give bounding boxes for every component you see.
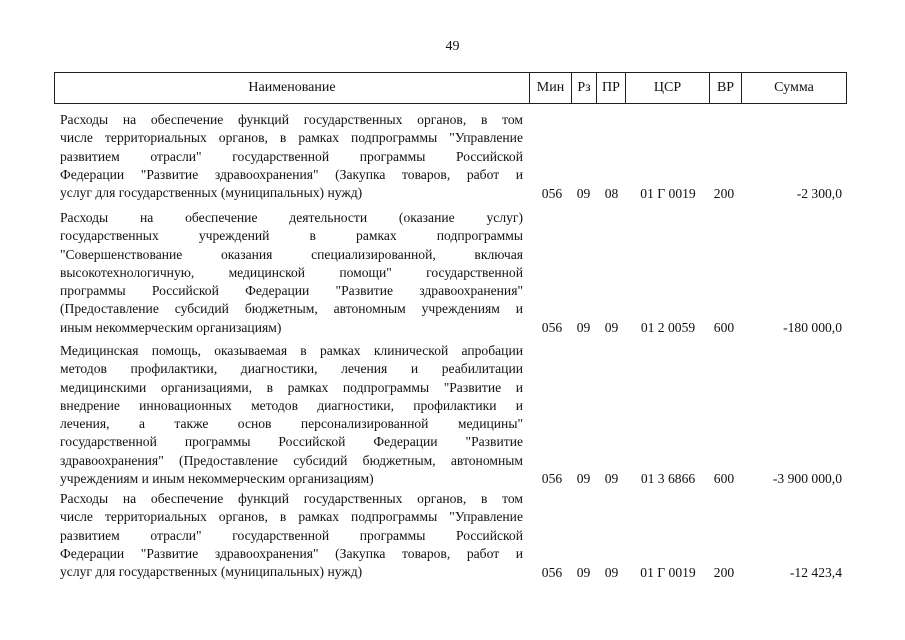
description-line: государственной программы Российской Федерации "Развитие bbox=[60, 434, 523, 450]
description-line: медицинскими организациями, в рамках подпрограммы "Развитие и bbox=[60, 379, 523, 395]
row-description bbox=[60, 490, 523, 581]
cell-sum: -12 423,4 bbox=[789, 564, 842, 580]
table-row bbox=[0, 209, 905, 337]
row-description bbox=[60, 209, 523, 337]
description-line: Федерации "Развитие здравоохранения" (Закупка товаров, работ и bbox=[60, 545, 523, 561]
header-sum: Сумма bbox=[741, 73, 846, 103]
header-vr: ВР bbox=[709, 73, 741, 103]
description-line: Медицинская помощь, оказываемая в рамках клинической апробации bbox=[60, 343, 523, 358]
cell-rz: 09 bbox=[576, 564, 591, 580]
description-line: Расходы на обеспечение функций государственных органов, в том bbox=[60, 491, 523, 506]
row-description bbox=[60, 111, 523, 202]
table-row bbox=[0, 111, 905, 203]
description-line: услуг для государственных (муниципальных) нужд) bbox=[60, 185, 363, 201]
cell-csr: 01 2 0059 bbox=[640, 320, 696, 336]
cell-pr: 09 bbox=[604, 471, 619, 487]
header-csr: ЦСР bbox=[625, 73, 709, 103]
description-line: программы Российской Федерации "Развитие здравоохранения" bbox=[60, 283, 523, 299]
description-line: внедрение инновационных методов диагностики, профилактики и bbox=[60, 397, 523, 413]
cell-rz: 09 bbox=[576, 185, 591, 201]
description-line: Федерации "Развитие здравоохранения" (Закупка товаров, работ и bbox=[60, 166, 523, 182]
description-line: числе территориальных органов, в рамках подпрограммы "Управление bbox=[60, 130, 523, 146]
description-line: "Совершенствование оказания специализированной, включая bbox=[60, 246, 523, 262]
row-description bbox=[60, 342, 523, 488]
cell-min: 056 bbox=[541, 320, 563, 336]
description-line: лечения, а также основ персонализированной медицины" bbox=[60, 416, 523, 432]
header-rz: Рз bbox=[571, 73, 596, 103]
cell-pr: 09 bbox=[604, 320, 619, 336]
description-line: учреждениям и иным некоммерческим организациям) bbox=[60, 471, 374, 487]
table-row bbox=[0, 342, 905, 488]
description-line: числе территориальных органов, в рамках подпрограммы "Управление bbox=[60, 509, 523, 525]
cell-sum: -180 000,0 bbox=[783, 320, 842, 336]
cell-sum: -2 300,0 bbox=[796, 185, 842, 201]
description-line: здравоохранения" (Предоставление субсидий бюджетным, автономным bbox=[60, 452, 523, 468]
cell-vr: 600 bbox=[713, 471, 735, 487]
description-line: методов профилактики, диагностики, лечения и реабилитации bbox=[60, 361, 523, 377]
cell-rz: 09 bbox=[576, 320, 591, 336]
cell-csr: 01 Г 0019 bbox=[640, 564, 696, 580]
description-line: иным некоммерческим организациям) bbox=[60, 319, 282, 335]
cell-pr: 08 bbox=[604, 185, 619, 201]
cell-sum: -3 900 000,0 bbox=[772, 471, 842, 487]
table-row bbox=[0, 490, 905, 582]
page-number: 49 bbox=[445, 39, 460, 54]
cell-min: 056 bbox=[541, 185, 563, 201]
description-line: государственных учреждений в рамках подпрограммы bbox=[60, 228, 523, 244]
cell-vr: 600 bbox=[713, 320, 735, 336]
description-line: высокотехнологичную, медицинской помощи" государственной bbox=[60, 264, 523, 280]
cell-rz: 09 bbox=[576, 471, 591, 487]
description-line: развитием отрасли" государственной программы Российской bbox=[60, 148, 523, 164]
cell-pr: 09 bbox=[604, 564, 619, 580]
description-line: Расходы на обеспечение функций государственных органов, в том bbox=[60, 112, 523, 127]
description-line: развитием отрасли" государственной программы Российской bbox=[60, 527, 523, 543]
description-line: услуг для государственных (муниципальных) нужд) bbox=[60, 564, 363, 580]
cell-min: 056 bbox=[541, 471, 563, 487]
header-pr: ПР bbox=[596, 73, 625, 103]
header-min: Мин bbox=[529, 73, 571, 103]
description-line: (Предоставление субсидий бюджетным, автономным учреждениям и bbox=[60, 301, 523, 317]
description-line: Расходы на обеспечение деятельности (оказание услуг) bbox=[60, 210, 523, 225]
cell-csr: 01 Г 0019 bbox=[640, 185, 696, 201]
table-header bbox=[54, 72, 847, 104]
header-name: Наименование bbox=[248, 80, 336, 95]
cell-min: 056 bbox=[541, 564, 563, 580]
cell-vr: 200 bbox=[713, 185, 735, 201]
cell-csr: 01 3 6866 bbox=[640, 471, 696, 487]
cell-vr: 200 bbox=[713, 564, 735, 580]
